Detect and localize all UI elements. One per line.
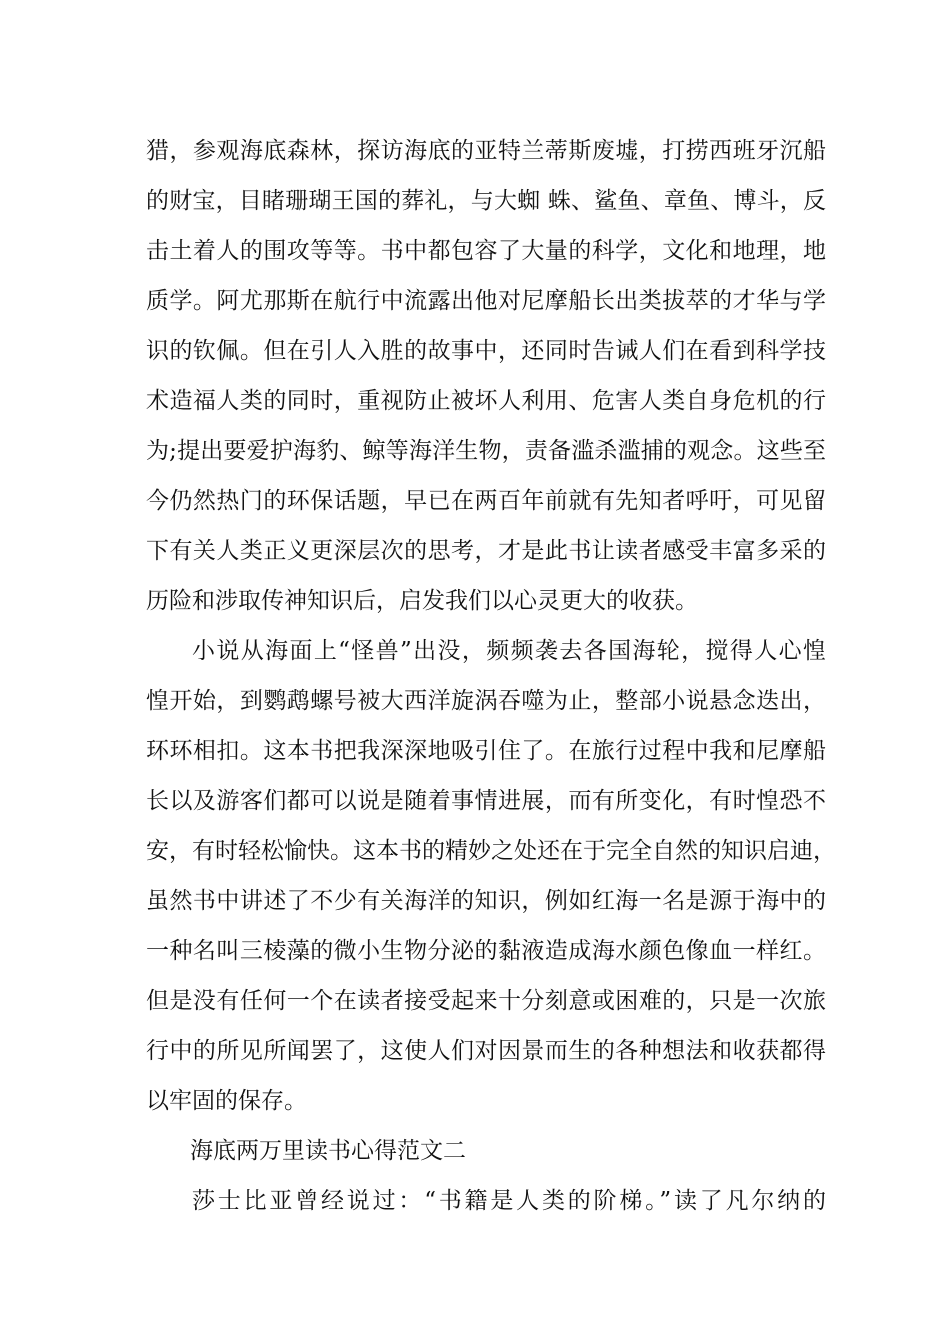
document-body <box>146 126 836 1226</box>
text-line: 莎士比亚曾经说过：“书籍是人类的阶梯。”读了凡尔纳的 <box>192 1188 826 1214</box>
text-line: 为;提出要爱护海豹、鲸等海洋生物，责备滥杀滥捕的观念。这些至 <box>146 438 826 464</box>
text-line: 术造福人类的同时，重视防止被坏人利用、危害人类自身危机的行 <box>146 388 826 414</box>
text-line: 猎，参观海底森林，探访海底的亚特兰蒂斯废墟，打捞西班牙沉船 <box>146 138 826 164</box>
text-line: 以牢固的保存。 <box>146 1088 307 1114</box>
paragraph-1 <box>146 126 826 626</box>
paragraph-3 <box>146 1176 826 1226</box>
text-line: 击土着人的围攻等等。书中都包容了大量的科学，文化和地理，地 <box>146 238 826 264</box>
text-line: 行中的所见所闻罢了，这使人们对因景而生的各种想法和收获都得 <box>146 1038 826 1064</box>
text-line: 质学。阿尤那斯在航行中流露出他对尼摩船长出类拔萃的才华与学 <box>146 288 826 314</box>
text-line: 小说从海面上“怪兽”出没，频频袭去各国海轮，搅得人心惶 <box>192 638 826 664</box>
section-heading: 海底两万里读书心得范文二 <box>190 1138 466 1164</box>
text-line: 惶开始，到鹦鹉螺号被大西洋旋涡吞噬为止，整部小说悬念迭出， <box>146 688 826 714</box>
text-line: 识的钦佩。但在引人入胜的故事中，还同时告诫人们在看到科学技 <box>146 338 826 364</box>
paragraph-2 <box>146 626 836 1126</box>
text-line: 今仍然热门的环保话题，早已在两百年前就有先知者呼吁，可见留 <box>146 488 826 514</box>
text-line: 长以及游客们都可以说是随着事情进展，而有所变化，有时惶恐不 <box>146 788 826 814</box>
text-line: 环环相扣。这本书把我深深地吸引住了。在旅行过程中我和尼摩船 <box>146 738 826 764</box>
text-line: 一种名叫三棱藻的微小生物分泌的黏液造成海水颜色像血一样红。 <box>146 938 826 964</box>
text-line: 下有关人类正义更深层次的思考，才是此书让读者感受丰富多采的 <box>146 538 826 564</box>
text-line: 虽然书中讲述了不少有关海洋的知识，例如红海一名是源于海中的 <box>146 888 826 914</box>
text-line: 但是没有任何一个在读者接受起来十分刻意或困难的，只是一次旅 <box>146 988 826 1014</box>
text-line: 安，有时轻松愉快。这本书的精妙之处还在于完全自然的知识启迪， <box>146 838 836 864</box>
text-line: 的财宝，目睹珊瑚王国的葬礼，与大蜘 蛛、鲨鱼、章鱼、博斗，反 <box>146 188 826 214</box>
text-line: 历险和涉取传神知识后，启发我们以心灵更大的收获。 <box>146 588 698 614</box>
